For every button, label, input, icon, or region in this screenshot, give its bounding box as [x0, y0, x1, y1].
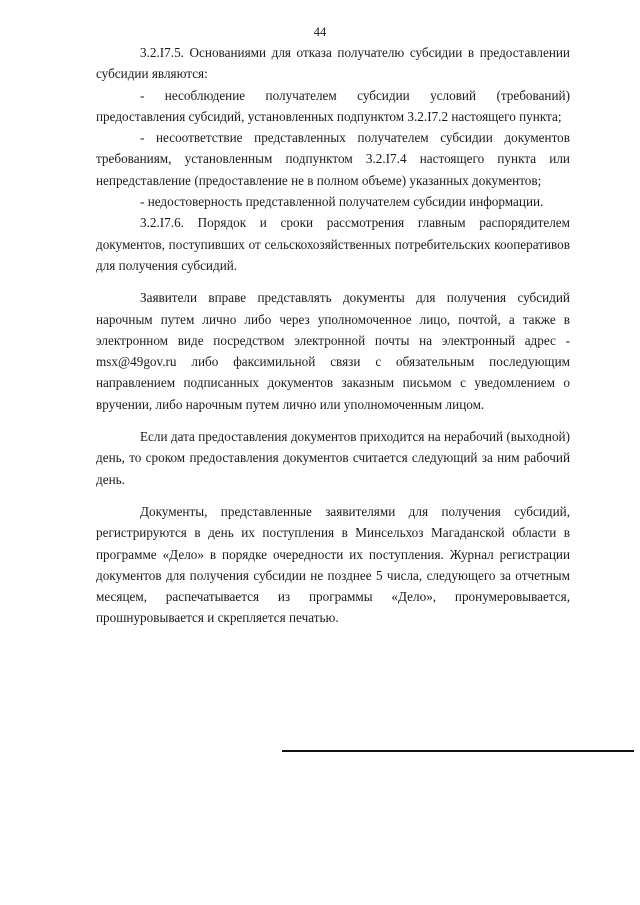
footer-divider-line — [282, 750, 634, 752]
paragraph-submission-methods: Заявители вправе представлять документы для получения субсидий нарочным путем лично либо через уполномоченное лицо, почтой, а также в электронном виде посредством электронной почты на электронный адрес - msx@49gov.ru либо факсимильной связи с обязательным последующим направлением подписанных документов заказным письмом с уведомлением о вручении, либо нарочным путем лично или уполномоченным лицом. — [96, 290, 570, 412]
paragraph-review-procedure: 3.2.I7.6. Порядок и сроки рассмотрения главным распорядителем документов, поступивших от сельскохозяйственных потребительских кооперативов для получения субсидий. — [96, 215, 570, 273]
paragraph-unreliable-info: - недостоверность представленной получателем субсидии информации. — [140, 194, 544, 210]
page-number: 44 — [313, 25, 327, 39]
paragraph-non-working-day: Если дата предоставления документов приходится на нерабочий (выходной) день, то сроком предоставления документов считается следующий за ним рабочий день. — [96, 429, 570, 487]
paragraph-document-mismatch: - несоответствие представленных получателем субсидии документов требованиям, установленным подпунктом 3.2.I7.4 настоящего пункта или непредставление (предоставление не в полном объеме) указанных документов; — [96, 130, 570, 188]
body-text — [96, 42, 570, 629]
paragraph-noncompliance: - несоблюдение получателем субсидии условий (требований) предоставления субсидий, установленных подпунктом 3.2.I7.2 настоящего пункта; — [96, 87, 570, 124]
paragraph-registration: Документы, представленные заявителями для получения субсидий, регистрируются в день их поступления в Минсельхоз Магаданской области в программе «Дело» в порядке очередности их поступления. Журнал регистрации документов для получения субсидии не позднее 5 числа, следующего за отчетным месяцем, распечатывается из программы «Дело», пронумеровывается, прошнуровывается и скрепляется печатью. — [96, 503, 570, 626]
paragraph-grounds-for-refusal: 3.2.I7.5. Основаниями для отказа получателю субсидии в предоставлении субсидии являются: — [96, 45, 570, 82]
